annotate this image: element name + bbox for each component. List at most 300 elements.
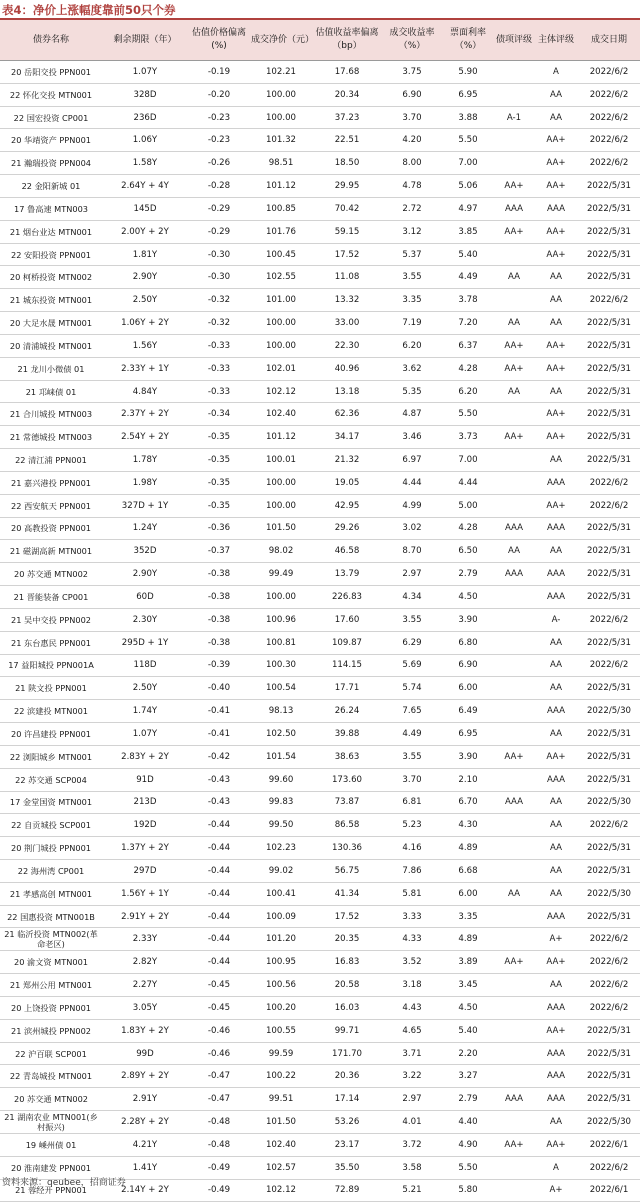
cell-issuer-rating: AA+ bbox=[534, 152, 578, 175]
table-row bbox=[0, 106, 640, 129]
cell-trade-price: 100.01 bbox=[250, 449, 312, 472]
table-row bbox=[0, 517, 640, 540]
cell-bond-rating bbox=[494, 677, 534, 700]
table-row bbox=[0, 243, 640, 266]
cell-trade-date: 2022/6/2 bbox=[578, 106, 640, 129]
cell-coupon-rate: 6.95 bbox=[442, 83, 494, 106]
cell-trade-date: 2022/5/31 bbox=[578, 357, 640, 380]
cell-coupon-rate: 7.20 bbox=[442, 312, 494, 335]
cell-remaining-term: 2.00Y + 2Y bbox=[102, 220, 188, 243]
cell-yield-deviation: 99.71 bbox=[312, 1019, 382, 1042]
cell-trade-yield: 8.70 bbox=[382, 540, 442, 563]
cell-yield-deviation: 20.35 bbox=[312, 928, 382, 951]
cell-price-deviation: -0.38 bbox=[188, 608, 250, 631]
cell-remaining-term: 327D + 1Y bbox=[102, 494, 188, 517]
cell-bond-rating bbox=[494, 1156, 534, 1179]
table-row bbox=[0, 723, 640, 746]
cell-coupon-rate: 3.90 bbox=[442, 608, 494, 631]
cell-coupon-rate: 2.79 bbox=[442, 563, 494, 586]
cell-trade-date: 2022/5/31 bbox=[578, 837, 640, 860]
cell-trade-yield: 4.34 bbox=[382, 586, 442, 609]
cell-trade-date: 2022/6/2 bbox=[578, 1156, 640, 1179]
cell-issuer-rating: A bbox=[534, 1156, 578, 1179]
cell-bond-rating: AA+ bbox=[494, 951, 534, 974]
table-row bbox=[0, 996, 640, 1019]
cell-trade-price: 99.50 bbox=[250, 814, 312, 837]
cell-trade-price: 102.23 bbox=[250, 837, 312, 860]
cell-trade-date: 2022/5/31 bbox=[578, 859, 640, 882]
cell-trade-yield: 3.02 bbox=[382, 517, 442, 540]
cell-issuer-rating: AA+ bbox=[534, 494, 578, 517]
cell-price-deviation: -0.49 bbox=[188, 1156, 250, 1179]
table-row bbox=[0, 859, 640, 882]
table-title: 表4：净价上涨幅度靠前50只个券 bbox=[0, 0, 640, 20]
cell-remaining-term: 91D bbox=[102, 768, 188, 791]
cell-issuer-rating: AA bbox=[534, 106, 578, 129]
cell-yield-deviation: 33.00 bbox=[312, 312, 382, 335]
cell-coupon-rate: 4.50 bbox=[442, 996, 494, 1019]
cell-coupon-rate: 4.30 bbox=[442, 814, 494, 837]
cell-trade-price: 100.00 bbox=[250, 83, 312, 106]
cell-yield-deviation: 20.58 bbox=[312, 974, 382, 997]
cell-bond-rating bbox=[494, 859, 534, 882]
cell-coupon-rate: 2.20 bbox=[442, 1042, 494, 1065]
cell-price-deviation: -0.36 bbox=[188, 517, 250, 540]
cell-issuer-rating: AA bbox=[534, 814, 578, 837]
cell-trade-date: 2022/5/31 bbox=[578, 631, 640, 654]
cell-remaining-term: 99D bbox=[102, 1042, 188, 1065]
cell-bond-name: 21 瀚瑞投资 PPN004 bbox=[0, 152, 102, 175]
cell-trade-yield: 4.33 bbox=[382, 928, 442, 951]
cell-coupon-rate: 3.45 bbox=[442, 974, 494, 997]
cell-trade-price: 102.12 bbox=[250, 380, 312, 403]
cell-trade-yield: 4.49 bbox=[382, 723, 442, 746]
cell-remaining-term: 3.05Y bbox=[102, 996, 188, 1019]
cell-coupon-rate: 3.88 bbox=[442, 106, 494, 129]
cell-yield-deviation: 73.87 bbox=[312, 791, 382, 814]
header-bond-name: 债券名称 bbox=[0, 20, 102, 61]
cell-trade-yield: 7.65 bbox=[382, 700, 442, 723]
table-row bbox=[0, 197, 640, 220]
cell-bond-rating: AA+ bbox=[494, 357, 534, 380]
cell-price-deviation: -0.20 bbox=[188, 83, 250, 106]
cell-bond-name: 21 晋能装备 CP001 bbox=[0, 586, 102, 609]
cell-price-deviation: -0.39 bbox=[188, 654, 250, 677]
table-row bbox=[0, 882, 640, 905]
cell-yield-deviation: 34.17 bbox=[312, 426, 382, 449]
cell-issuer-rating: AA bbox=[534, 312, 578, 335]
table-row bbox=[0, 175, 640, 198]
cell-trade-price: 100.56 bbox=[250, 974, 312, 997]
cell-yield-deviation: 130.36 bbox=[312, 837, 382, 860]
cell-price-deviation: -0.44 bbox=[188, 837, 250, 860]
table-row bbox=[0, 905, 640, 928]
cell-remaining-term: 2.64Y + 4Y bbox=[102, 175, 188, 198]
cell-yield-deviation: 20.34 bbox=[312, 83, 382, 106]
cell-bond-name: 17 鲁高速 MTN003 bbox=[0, 197, 102, 220]
cell-remaining-term: 118D bbox=[102, 654, 188, 677]
cell-bond-rating bbox=[494, 83, 534, 106]
cell-issuer-rating: AAA bbox=[534, 700, 578, 723]
cell-trade-price: 101.20 bbox=[250, 928, 312, 951]
cell-price-deviation: -0.19 bbox=[188, 61, 250, 84]
cell-bond-rating bbox=[494, 837, 534, 860]
table-row bbox=[0, 814, 640, 837]
cell-yield-deviation: 59.15 bbox=[312, 220, 382, 243]
cell-trade-date: 2022/6/2 bbox=[578, 654, 640, 677]
cell-issuer-rating: AA+ bbox=[534, 745, 578, 768]
cell-trade-price: 100.41 bbox=[250, 882, 312, 905]
cell-yield-deviation: 35.50 bbox=[312, 1156, 382, 1179]
table-row bbox=[0, 83, 640, 106]
cell-yield-deviation: 17.52 bbox=[312, 243, 382, 266]
cell-price-deviation: -0.44 bbox=[188, 951, 250, 974]
cell-trade-date: 2022/6/2 bbox=[578, 471, 640, 494]
cell-trade-price: 98.13 bbox=[250, 700, 312, 723]
table-row bbox=[0, 334, 640, 357]
cell-price-deviation: -0.48 bbox=[188, 1111, 250, 1134]
cell-trade-yield: 7.19 bbox=[382, 312, 442, 335]
cell-trade-date: 2022/5/31 bbox=[578, 586, 640, 609]
cell-coupon-rate: 3.35 bbox=[442, 905, 494, 928]
cell-issuer-rating: AAA bbox=[534, 197, 578, 220]
cell-yield-deviation: 11.08 bbox=[312, 266, 382, 289]
cell-issuer-rating: AA+ bbox=[534, 1133, 578, 1156]
cell-trade-yield: 3.46 bbox=[382, 426, 442, 449]
cell-price-deviation: -0.28 bbox=[188, 175, 250, 198]
cell-bond-rating bbox=[494, 1065, 534, 1088]
cell-bond-rating: AA+ bbox=[494, 334, 534, 357]
cell-coupon-rate: 5.50 bbox=[442, 1156, 494, 1179]
table-row bbox=[0, 1019, 640, 1042]
cell-yield-deviation: 18.50 bbox=[312, 152, 382, 175]
cell-yield-deviation: 17.60 bbox=[312, 608, 382, 631]
cell-issuer-rating: AA+ bbox=[534, 951, 578, 974]
cell-price-deviation: -0.29 bbox=[188, 197, 250, 220]
table-row bbox=[0, 152, 640, 175]
cell-trade-date: 2022/6/2 bbox=[578, 974, 640, 997]
cell-issuer-rating: AA+ bbox=[534, 426, 578, 449]
cell-trade-price: 99.51 bbox=[250, 1088, 312, 1111]
cell-bond-rating bbox=[494, 723, 534, 746]
cell-price-deviation: -0.41 bbox=[188, 723, 250, 746]
cell-bond-name: 21 蓉经开 PPN001 bbox=[0, 1179, 102, 1202]
cell-bond-rating bbox=[494, 449, 534, 472]
source-note: 资料来源：qeubee，招商证券 bbox=[2, 1178, 126, 1188]
cell-trade-yield: 3.70 bbox=[382, 106, 442, 129]
cell-trade-price: 101.32 bbox=[250, 129, 312, 152]
cell-issuer-rating: AA bbox=[534, 882, 578, 905]
cell-bond-rating: AAA bbox=[494, 563, 534, 586]
cell-bond-name: 22 海州湾 CP001 bbox=[0, 859, 102, 882]
cell-bond-rating: AAA bbox=[494, 791, 534, 814]
cell-coupon-rate: 3.27 bbox=[442, 1065, 494, 1088]
table-row bbox=[0, 312, 640, 335]
cell-remaining-term: 1.56Y + 1Y bbox=[102, 882, 188, 905]
cell-trade-date: 2022/5/31 bbox=[578, 403, 640, 426]
cell-trade-date: 2022/5/31 bbox=[578, 1088, 640, 1111]
cell-remaining-term: 192D bbox=[102, 814, 188, 837]
cell-trade-price: 101.50 bbox=[250, 517, 312, 540]
cell-trade-date: 2022/5/31 bbox=[578, 1019, 640, 1042]
cell-issuer-rating: AAA bbox=[534, 563, 578, 586]
cell-bond-name: 20 苏交通 MTN002 bbox=[0, 1088, 102, 1111]
cell-bond-name: 21 龙川小微债 01 bbox=[0, 357, 102, 380]
cell-trade-price: 101.12 bbox=[250, 175, 312, 198]
cell-remaining-term: 2.50Y bbox=[102, 677, 188, 700]
cell-bond-name: 22 安阳投资 PPN001 bbox=[0, 243, 102, 266]
cell-yield-deviation: 13.32 bbox=[312, 289, 382, 312]
cell-trade-yield: 4.78 bbox=[382, 175, 442, 198]
cell-coupon-rate: 3.73 bbox=[442, 426, 494, 449]
cell-price-deviation: -0.46 bbox=[188, 1042, 250, 1065]
cell-bond-name: 22 苏交通 SCP004 bbox=[0, 768, 102, 791]
table-row bbox=[0, 1133, 640, 1156]
cell-remaining-term: 1.06Y bbox=[102, 129, 188, 152]
cell-bond-name: 22 清江浦 PPN001 bbox=[0, 449, 102, 472]
cell-bond-name: 21 磁湖高新 MTN001 bbox=[0, 540, 102, 563]
cell-trade-price: 101.12 bbox=[250, 426, 312, 449]
cell-price-deviation: -0.23 bbox=[188, 129, 250, 152]
cell-issuer-rating: AA bbox=[534, 791, 578, 814]
cell-remaining-term: 1.06Y + 2Y bbox=[102, 312, 188, 335]
cell-yield-deviation: 23.17 bbox=[312, 1133, 382, 1156]
cell-issuer-rating: AAA bbox=[534, 1088, 578, 1111]
cell-price-deviation: -0.44 bbox=[188, 859, 250, 882]
table-row bbox=[0, 586, 640, 609]
cell-trade-yield: 3.62 bbox=[382, 357, 442, 380]
cell-bond-rating bbox=[494, 996, 534, 1019]
cell-bond-name: 21 嘉兴港投 PPN001 bbox=[0, 471, 102, 494]
cell-trade-date: 2022/5/30 bbox=[578, 1111, 640, 1134]
cell-trade-price: 100.54 bbox=[250, 677, 312, 700]
cell-price-deviation: -0.33 bbox=[188, 334, 250, 357]
cell-issuer-rating: AA+ bbox=[534, 334, 578, 357]
cell-coupon-rate: 5.80 bbox=[442, 1179, 494, 1202]
cell-yield-deviation: 13.18 bbox=[312, 380, 382, 403]
cell-bond-name: 20 高教投资 PPN001 bbox=[0, 517, 102, 540]
cell-trade-yield: 2.97 bbox=[382, 563, 442, 586]
cell-trade-date: 2022/5/31 bbox=[578, 334, 640, 357]
cell-coupon-rate: 2.79 bbox=[442, 1088, 494, 1111]
cell-bond-name: 22 西安航天 PPN001 bbox=[0, 494, 102, 517]
cell-remaining-term: 1.56Y bbox=[102, 334, 188, 357]
cell-issuer-rating: AA bbox=[534, 837, 578, 860]
cell-price-deviation: -0.35 bbox=[188, 426, 250, 449]
cell-price-deviation: -0.44 bbox=[188, 814, 250, 837]
cell-remaining-term: 236D bbox=[102, 106, 188, 129]
cell-bond-name: 21 常德城投 MTN003 bbox=[0, 426, 102, 449]
table-row bbox=[0, 1065, 640, 1088]
cell-bond-rating bbox=[494, 814, 534, 837]
table-row bbox=[0, 1088, 640, 1111]
cell-trade-yield: 3.55 bbox=[382, 745, 442, 768]
cell-trade-price: 100.00 bbox=[250, 106, 312, 129]
cell-trade-date: 2022/5/31 bbox=[578, 517, 640, 540]
cell-yield-deviation: 62.36 bbox=[312, 403, 382, 426]
cell-bond-rating bbox=[494, 700, 534, 723]
cell-trade-yield: 7.86 bbox=[382, 859, 442, 882]
cell-trade-price: 101.50 bbox=[250, 1111, 312, 1134]
cell-bond-name: 22 沪百联 SCP001 bbox=[0, 1042, 102, 1065]
cell-trade-yield: 3.70 bbox=[382, 768, 442, 791]
cell-bond-rating bbox=[494, 654, 534, 677]
cell-trade-date: 2022/6/2 bbox=[578, 152, 640, 175]
header-coupon-rate: 票面利率（%） bbox=[442, 20, 494, 61]
cell-trade-date: 2022/6/2 bbox=[578, 996, 640, 1019]
cell-issuer-rating: AA bbox=[534, 677, 578, 700]
cell-coupon-rate: 6.50 bbox=[442, 540, 494, 563]
table-row bbox=[0, 563, 640, 586]
cell-trade-price: 101.54 bbox=[250, 745, 312, 768]
cell-remaining-term: 145D bbox=[102, 197, 188, 220]
bond-table bbox=[0, 20, 640, 1202]
cell-issuer-rating: AAA bbox=[534, 1065, 578, 1088]
cell-trade-date: 2022/5/31 bbox=[578, 563, 640, 586]
cell-issuer-rating: AA bbox=[534, 723, 578, 746]
cell-trade-date: 2022/5/31 bbox=[578, 197, 640, 220]
cell-bond-name: 19 嵊州债 01 bbox=[0, 1133, 102, 1156]
cell-bond-name: 22 国宏投资 CP001 bbox=[0, 106, 102, 129]
cell-bond-rating bbox=[494, 631, 534, 654]
cell-trade-yield: 3.71 bbox=[382, 1042, 442, 1065]
cell-price-deviation: -0.42 bbox=[188, 745, 250, 768]
table-row bbox=[0, 61, 640, 84]
cell-bond-rating bbox=[494, 403, 534, 426]
cell-trade-date: 2022/5/31 bbox=[578, 677, 640, 700]
header-price-deviation: 估值价格偏离(%) bbox=[188, 20, 250, 61]
cell-coupon-rate: 5.00 bbox=[442, 494, 494, 517]
cell-issuer-rating: AAA bbox=[534, 586, 578, 609]
cell-trade-price: 99.60 bbox=[250, 768, 312, 791]
cell-yield-deviation: 226.83 bbox=[312, 586, 382, 609]
cell-bond-name: 21 郑州公用 MTN001 bbox=[0, 974, 102, 997]
cell-bond-rating bbox=[494, 608, 534, 631]
cell-bond-rating bbox=[494, 586, 534, 609]
cell-price-deviation: -0.38 bbox=[188, 586, 250, 609]
cell-trade-yield: 4.01 bbox=[382, 1111, 442, 1134]
cell-remaining-term: 2.50Y bbox=[102, 289, 188, 312]
cell-remaining-term: 213D bbox=[102, 791, 188, 814]
cell-coupon-rate: 4.89 bbox=[442, 928, 494, 951]
cell-trade-price: 102.50 bbox=[250, 723, 312, 746]
table-row bbox=[0, 837, 640, 860]
table-row bbox=[0, 745, 640, 768]
cell-bond-rating: AA bbox=[494, 380, 534, 403]
cell-bond-name: 21 东台惠民 PPN001 bbox=[0, 631, 102, 654]
cell-yield-deviation: 114.15 bbox=[312, 654, 382, 677]
cell-trade-price: 102.12 bbox=[250, 1179, 312, 1202]
cell-bond-name: 20 上饶投资 PPN001 bbox=[0, 996, 102, 1019]
table-row bbox=[0, 700, 640, 723]
cell-issuer-rating: AA bbox=[534, 631, 578, 654]
cell-trade-yield: 4.16 bbox=[382, 837, 442, 860]
cell-price-deviation: -0.37 bbox=[188, 540, 250, 563]
cell-trade-date: 2022/6/1 bbox=[578, 1179, 640, 1202]
table-row bbox=[0, 266, 640, 289]
table-row bbox=[0, 471, 640, 494]
cell-issuer-rating: AAA bbox=[534, 768, 578, 791]
cell-bond-name: 20 大足水晟 MTN001 bbox=[0, 312, 102, 335]
cell-trade-date: 2022/5/31 bbox=[578, 1065, 640, 1088]
table-row bbox=[0, 357, 640, 380]
cell-remaining-term: 352D bbox=[102, 540, 188, 563]
cell-trade-yield: 6.81 bbox=[382, 791, 442, 814]
table-row bbox=[0, 654, 640, 677]
cell-bond-rating bbox=[494, 928, 534, 951]
cell-yield-deviation: 13.79 bbox=[312, 563, 382, 586]
cell-bond-name: 21 临沂投资 MTN002(革命老区) bbox=[0, 928, 102, 951]
cell-remaining-term: 1.37Y + 2Y bbox=[102, 837, 188, 860]
cell-yield-deviation: 38.63 bbox=[312, 745, 382, 768]
cell-remaining-term: 2.27Y bbox=[102, 974, 188, 997]
cell-bond-name: 22 国惠投资 MTN001B bbox=[0, 905, 102, 928]
cell-bond-name: 21 孝感高创 MTN001 bbox=[0, 882, 102, 905]
cell-trade-yield: 5.81 bbox=[382, 882, 442, 905]
cell-bond-name: 21 滨州城投 PPN002 bbox=[0, 1019, 102, 1042]
cell-trade-price: 100.00 bbox=[250, 471, 312, 494]
cell-trade-yield: 3.52 bbox=[382, 951, 442, 974]
cell-issuer-rating: AA bbox=[534, 266, 578, 289]
cell-bond-rating: AAA bbox=[494, 517, 534, 540]
cell-issuer-rating: AA+ bbox=[534, 129, 578, 152]
cell-trade-date: 2022/5/31 bbox=[578, 243, 640, 266]
header-trade-date: 成交日期 bbox=[578, 20, 640, 61]
cell-issuer-rating: A+ bbox=[534, 928, 578, 951]
cell-bond-rating: AA+ bbox=[494, 220, 534, 243]
cell-remaining-term: 2.90Y bbox=[102, 266, 188, 289]
cell-trade-yield: 6.97 bbox=[382, 449, 442, 472]
cell-trade-price: 100.22 bbox=[250, 1065, 312, 1088]
table-row bbox=[0, 791, 640, 814]
cell-bond-rating bbox=[494, 471, 534, 494]
cell-coupon-rate: 6.68 bbox=[442, 859, 494, 882]
cell-bond-name: 20 华靖资产 PPN001 bbox=[0, 129, 102, 152]
cell-trade-price: 99.83 bbox=[250, 791, 312, 814]
cell-trade-price: 99.02 bbox=[250, 859, 312, 882]
table-row bbox=[0, 631, 640, 654]
cell-trade-date: 2022/5/30 bbox=[578, 882, 640, 905]
cell-trade-date: 2022/5/31 bbox=[578, 426, 640, 449]
cell-yield-deviation: 37.23 bbox=[312, 106, 382, 129]
cell-yield-deviation: 22.30 bbox=[312, 334, 382, 357]
cell-issuer-rating: AA bbox=[534, 380, 578, 403]
cell-trade-date: 2022/5/31 bbox=[578, 768, 640, 791]
cell-remaining-term: 2.37Y + 2Y bbox=[102, 403, 188, 426]
cell-price-deviation: -0.30 bbox=[188, 243, 250, 266]
cell-remaining-term: 2.89Y + 2Y bbox=[102, 1065, 188, 1088]
cell-remaining-term: 2.83Y + 2Y bbox=[102, 745, 188, 768]
cell-yield-deviation: 26.24 bbox=[312, 700, 382, 723]
cell-issuer-rating: AAA bbox=[534, 905, 578, 928]
cell-bond-name: 21 陕文投 PPN001 bbox=[0, 677, 102, 700]
cell-trade-price: 101.00 bbox=[250, 289, 312, 312]
cell-price-deviation: -0.47 bbox=[188, 1088, 250, 1111]
cell-bond-rating: A-1 bbox=[494, 106, 534, 129]
cell-trade-price: 100.95 bbox=[250, 951, 312, 974]
cell-trade-yield: 5.23 bbox=[382, 814, 442, 837]
cell-remaining-term: 1.81Y bbox=[102, 243, 188, 266]
table-row bbox=[0, 289, 640, 312]
cell-price-deviation: -0.44 bbox=[188, 905, 250, 928]
cell-bond-name: 20 柯桥投资 MTN002 bbox=[0, 266, 102, 289]
cell-yield-deviation: 41.34 bbox=[312, 882, 382, 905]
cell-bond-rating bbox=[494, 1042, 534, 1065]
cell-bond-rating bbox=[494, 1019, 534, 1042]
cell-bond-name: 20 淮南建发 PPN001 bbox=[0, 1156, 102, 1179]
table-row bbox=[0, 220, 640, 243]
cell-bond-rating: AA bbox=[494, 882, 534, 905]
